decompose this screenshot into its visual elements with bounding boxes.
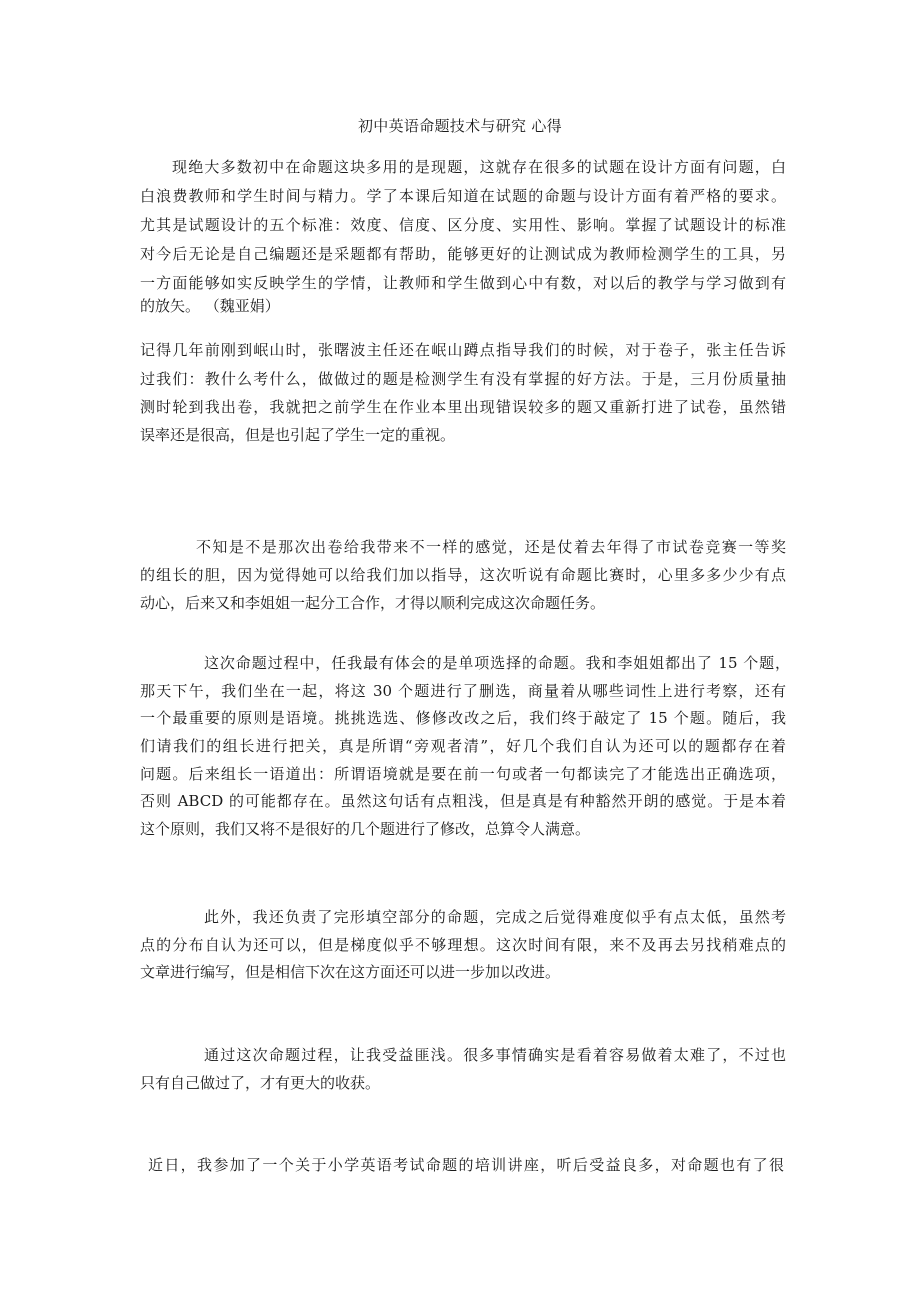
paragraph-line: 点的分布自认为还可以，但是梯度似乎不够理想。这次时间有限，来不及再去另找稍难点的 (140, 936, 786, 954)
paragraph-line: 此外，我还负责了完形填空部分的命题，完成之后觉得难度似乎有点太低，虽然考 (204, 908, 786, 926)
paragraph-line: 们请我们的组长进行把关，真是所谓“旁观者清”，好几个我们自认为还可以的题都存在着 (140, 737, 786, 755)
paragraph-line: 一方面能够如实反映学生的学情，让教师和学生做到心中有数，对以后的教学与学习做到有 (140, 274, 786, 292)
paragraph-line: 测时轮到我出卷，我就把之前学生在作业本里出现错误较多的题又重新打进了试卷，虽然错 (140, 398, 786, 416)
paragraph-line: 记得几年前刚到岷山时，张曙波主任还在岷山蹲点指导我们的时候，对于卷子，张主任告诉 (140, 341, 786, 359)
paragraph-line: 误率还是很高，但是也引起了学生一定的重视。 (140, 426, 456, 444)
paragraph-line: 的组长的胆，因为觉得她可以给我们加以指导，这次听说有命题比赛时，心里多多少少有点 (140, 566, 786, 584)
paragraph-line: 尤其是试题设计的五个标准：效度、信度、区分度、实用性、影响。掌握了试题设计的标准 (140, 216, 786, 234)
paragraph-line: 现绝大多数初中在命题这块多用的是现题，这就存在很多的试题在设计方面有问题，白 (172, 158, 786, 176)
paragraph-line: 那天下午，我们坐在一起，将这 30 个题进行了删选，商量着从哪些词性上进行考察，还有 (140, 682, 786, 700)
paragraph-line: 否则 ABCD 的可能都存在。虽然这句话有点粗浅，但是真是有种豁然开朗的感觉。于是本着 (140, 792, 786, 810)
paragraph-line: 只有自己做过了，才有更大的收获。 (140, 1074, 381, 1092)
paragraph-line: 通过这次命题过程，让我受益匪浅。很多事情确实是看着容易做着太难了，不过也 (204, 1046, 786, 1064)
paragraph-line: 白浪费教师和学生时间与精力。学了本课后知道在试题的命题与设计方面有着严格的要求。 (140, 187, 786, 205)
paragraph-line: 不知是不是那次出卷给我带来不一样的感觉，还是仗着去年得了市试卷竞赛一等奖 (196, 538, 786, 556)
paragraph-line: 问题。后来组长一语道出：所谓语境就是要在前一句或者一句都读完了才能选出正确选项， (140, 765, 786, 783)
paragraph-line: 过我们：教什么考什么，做做过的题是检测学生有没有掌握的好方法。于是，三月份质量抽 (140, 370, 786, 388)
paragraph-line: 近日，我参加了一个关于小学英语考试命题的培训讲座，听后受益良多，对命题也有了很 (148, 1156, 784, 1174)
paragraph-line: 这次命题过程中，任我最有体会的是单项选择的命题。我和李姐姐都出了 15 个题， (204, 654, 790, 672)
paragraph-line: 动心，后来又和李姐姐一起分工合作，才得以顺利完成这次命题任务。 (140, 594, 606, 612)
paragraph-line: 一个最重要的原则是语境。挑挑选选、修修改改之后，我们终于敲定了 15 个题。随后，我 (140, 709, 786, 727)
paragraph-line: 文章进行编写，但是相信下次在这方面还可以进一步加以改进。 (140, 963, 561, 981)
document-title: 初中英语命题技术与研究 心得 (358, 117, 562, 135)
paragraph-line: 这个原则，我们又将不是很好的几个题进行了修改，总算令人满意。 (140, 820, 591, 838)
paragraph-line: 对今后无论是自己编题还是采题都有帮助，能够更好的让测试成为教师检测学生的工具，另 (140, 245, 786, 263)
paragraph-line: 的放矢。 （魏亚娟） (140, 297, 280, 315)
